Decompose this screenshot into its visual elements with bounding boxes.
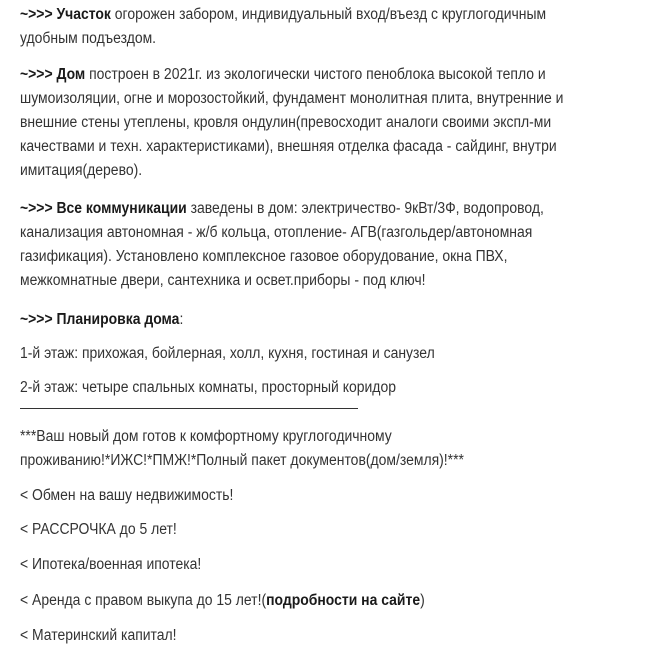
offer-lease-text: < Аренда с правом выкупа до 15 лет!( [20,592,267,609]
house-title: Дом [56,66,86,83]
offer-exchange: < Обмен на вашу недвижимость! [20,487,234,504]
offer-item [20,624,194,648]
utilities-text: газификация). Установлено комплексное газовое оборудование, окна ПВХ, [20,248,508,265]
offer-item [20,518,194,542]
utilities-paragraph [20,197,602,293]
offer-item [20,484,257,508]
offer-item [20,553,221,577]
summary-text: ***Ваш новый дом готов к комфортному круглогодичному [20,428,392,445]
offer-lease-suffix: ) [420,592,425,609]
house-prefix: ~>>> [20,66,57,83]
layout-heading [20,308,201,332]
utilities-text: канализация автономная - ж/б кольца, отопление- АГВ(газгольдер/автономная [20,224,533,241]
floor1-line [20,342,481,366]
plot-title: Участок [56,6,111,23]
house-text: внешние стены утеплены, кровля ондулин(превосходит аналоги своими экспл-ми [20,114,552,131]
house-text: имитация(дерево). [20,162,143,179]
utilities-title: Все коммуникации [56,200,187,217]
offer-mortgage: < Ипотека/военная ипотека! [20,556,202,573]
plot-paragraph [20,3,605,51]
house-text: качествами и техн. характеристиками), внешняя отделка фасада - сайдинг, внутри [20,138,557,155]
utilities-text: межкомнатные двери, сантехника и освет.приборы - под ключ! [20,272,426,289]
offer-lease-details: подробности на сайте [266,592,421,609]
floor2-text: 2-й этаж: четыре спальных комнаты, просторный коридор [20,379,396,396]
house-paragraph [20,63,624,183]
layout-prefix: ~>>> [20,311,57,328]
separator-line [20,408,358,409]
plot-text: огорожен забором, индивидуальный вход/въезд с круглогодичным [110,6,547,23]
plot-prefix: ~>>> [20,6,57,23]
summary-text: проживанию!*ИЖС!*ПМЖ!*Полный пакет документов(дом/земля)!*** [20,452,464,469]
utilities-text: заведены в дом: электричество- 9кВт/3Ф, водопровод, [186,200,544,217]
utilities-prefix: ~>>> [20,200,57,217]
layout-title: Планировка дома [56,311,180,328]
offer-installment: < РАССРОЧКА до 5 лет! [20,521,177,538]
offer-maternity-capital: < Материнский капитал! [20,627,177,644]
floor2-line [20,376,438,400]
house-text: шумоизоляции, огне и морозостойкий, фундамент монолитная плита, внутренние и [20,90,564,107]
floor1-text: 1-й этаж: прихожая, бойлерная, холл, кухня, гостиная и санузел [20,345,435,362]
layout-colon: : [179,311,184,328]
plot-text: удобным подъездом. [20,30,157,47]
offer-item [20,589,470,613]
summary-paragraph [20,425,513,473]
house-text: построен в 2021г. из экологически чистого пеноблока высокой тепло и [85,66,546,83]
